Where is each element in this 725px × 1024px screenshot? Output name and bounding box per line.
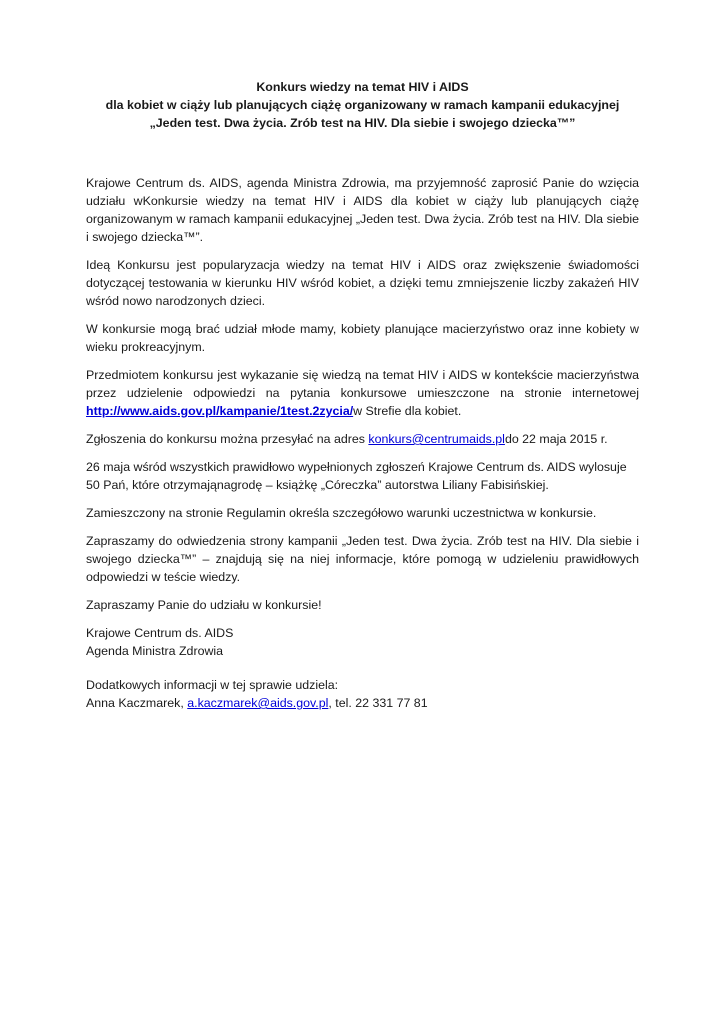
title-line-3: „Jeden test. Dwa życia. Zrób test na HIV. Dla siebie i swojego dziecka™”	[149, 116, 576, 130]
paragraph-draw	[86, 458, 639, 494]
contact-intro: Dodatkowych informacji w tej sprawie udziela:	[86, 678, 339, 692]
contact-phone: , tel. 22 331 77 81	[328, 696, 428, 710]
contact-email-link[interactable]: a.kaczmarek@aids.gov.pl	[187, 696, 329, 710]
paragraph-idea: Ideą Konkursu jest popularyzacja wiedzy na temat HIV i AIDS oraz zwiększenie świadomości dotyczącej testowania w kierunku HIV wśród kobiet, a dzięki temu zmniejszenie liczby zakażeń HIV wśród nowo narodzonych dzieci.	[86, 258, 639, 308]
paragraph-visit: Zapraszamy do odwiedzenia strony kampanii „Jeden test. Dwa życia. Zrób test na HIV. Dla siebie i swojego dziecka™” – znajdują się na niej informacje, które pomogą w udzieleniu prawidłowych odpowiedzi w teście wiedzy.	[86, 534, 639, 584]
submissions-deadline: do 22 maja 2015 r.	[504, 432, 608, 446]
signature-block	[86, 624, 639, 660]
contact-block	[86, 676, 639, 712]
subject-after-text: w Strefie dla kobiet.	[353, 404, 462, 418]
document-title	[86, 78, 639, 132]
document-page	[86, 78, 639, 722]
paragraph-participants: W konkursie mogą brać udział młode mamy, kobiety planujące macierzyństwo oraz inne kobiety w wieku prokreacyjnym.	[86, 322, 639, 354]
paragraph-invitation: Krajowe Centrum ds. AIDS, agenda Ministra Zdrowia, ma przyjemność zaprosić Panie do wzięcia udziału wKonkursie wiedzy na temat HIV i AIDS dla kobiet w ciąży lub planujących ciążę organizowanym w ramach kampanii edukacyjnej „Jeden test. Dwa życia. Zrób test na HIV. Dla siebie i swojego dziecka™”.	[86, 176, 639, 244]
signature-line-1: Krajowe Centrum ds. AIDS	[86, 626, 234, 640]
paragraph-subject	[86, 366, 639, 420]
signature-line-2: Agenda Ministra Zdrowia	[86, 644, 224, 658]
title-line-2: dla kobiet w ciąży lub planujących ciążę organizowany w ramach kampanii edukacyjnej	[105, 98, 620, 112]
subject-text: Przedmiotem konkursu jest wykazanie się wiedzą na temat HIV i AIDS w kontekście macierzyństwa przez udzielenie odpowiedzi na pytania konkursowe umieszczone na stronie internetowej	[86, 368, 639, 400]
paragraph-closing: Zapraszamy Panie do udziału w konkursie!	[86, 598, 322, 612]
paragraph-rules: Zamieszczony na stronie Regulamin określa szczegółowo warunki uczestnictwa w konkursie.	[86, 506, 597, 520]
paragraph-submissions	[86, 430, 639, 448]
submissions-text: Zgłoszenia do konkursu można przesyłać na adres	[86, 432, 369, 446]
contact-name: Anna Kaczmarek,	[86, 696, 188, 710]
draw-line-1: 26 maja wśród wszystkich prawidłowo wypełnionych zgłoszeń Krajowe Centrum ds. AIDS wylosuje	[86, 460, 627, 474]
title-line-1: Konkurs wiedzy na temat HIV i AIDS	[256, 80, 469, 94]
draw-line-2: 50 Pań, które otrzymająnagrodę – książkę „Córeczka” autorstwa Liliany Fabisińskiej.	[86, 478, 549, 492]
campaign-link[interactable]: http://www.aids.gov.pl/kampanie/1test.2zycia/	[86, 404, 354, 418]
konkurs-email-link[interactable]: konkurs@centrumaids.pl	[368, 432, 505, 446]
